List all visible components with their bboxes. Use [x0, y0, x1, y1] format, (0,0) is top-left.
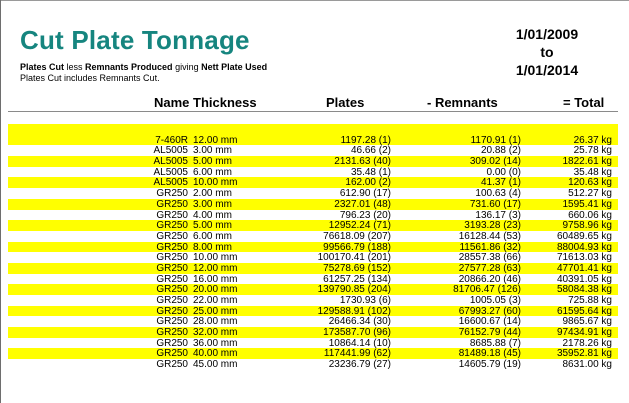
row-highlight: [8, 135, 618, 146]
cell-remnants: 20.88 (2): [480, 145, 521, 157]
report-title: Cut Plate Tonnage: [20, 25, 250, 55]
cell-thickness: 20.00 mm: [193, 284, 238, 296]
cell-total: 1595.41 kg: [562, 198, 612, 210]
cell-remnants: 1170.91 (1): [470, 134, 521, 146]
date-to-word: to: [540, 44, 554, 60]
column-header-remnants: - Remnants: [427, 95, 498, 110]
cell-thickness: 10.00 mm: [193, 177, 238, 189]
cell-total: 47701.41 kg: [556, 262, 612, 274]
row-highlight: [8, 124, 618, 135]
row-highlight: [8, 284, 618, 295]
cell-thickness: 8.00 mm: [193, 241, 232, 253]
cell-remnants: 41.37 (1): [480, 177, 521, 189]
cell-total: 9758.96 kg: [562, 220, 612, 232]
column-header-plates: Plates: [326, 95, 365, 110]
column-header-name-thickness: Name Thickness: [154, 95, 257, 110]
cell-total: 60489.65 kg: [556, 230, 612, 242]
cell-thickness: 3.00 mm: [193, 198, 232, 210]
cell-plates: 1730.93 (6): [339, 295, 391, 306]
cell-thickness: 12.00 mm: [193, 134, 238, 146]
cell-name: GR250: [156, 241, 188, 253]
table-row: [0, 188, 629, 199]
cell-thickness: 10.00 mm: [193, 252, 238, 264]
report-note: Plates Cut includes Remnants Cut.: [20, 73, 160, 83]
cell-plates: 100170.41 (201): [317, 252, 391, 264]
cell-thickness: 5.00 mm: [193, 156, 232, 168]
cell-name: GR250: [156, 220, 188, 232]
cell-remnants: 81489.18 (45): [458, 348, 521, 360]
column-header-total: = Total: [563, 95, 605, 110]
cell-thickness: 16.00 mm: [193, 273, 238, 285]
subtitle-plates-cut: Plates Cut: [20, 62, 65, 72]
cell-name: GR250: [156, 188, 188, 200]
table-row: [0, 284, 629, 295]
table-row: [0, 252, 629, 263]
cell-name: GR250: [156, 198, 188, 210]
cell-remnants: 67993.27 (60): [458, 305, 521, 317]
subtitle-remnants-produced: Remnants Produced: [85, 62, 173, 72]
cell-name: GR250: [156, 327, 188, 339]
cell-name: AL5005: [153, 145, 188, 157]
row-highlight: [8, 220, 618, 231]
cell-remnants: 3193.28 (23): [464, 220, 521, 232]
cell-name: GR250: [156, 262, 188, 274]
table-row: [0, 338, 629, 349]
cell-name: GR250: [156, 337, 188, 349]
row-highlight: [8, 348, 618, 359]
cell-thickness: 2.00 mm: [193, 188, 232, 200]
cell-thickness: 12.00 mm: [193, 262, 238, 274]
cell-plates: 2131.63 (40): [334, 156, 391, 168]
table-row: [0, 359, 629, 370]
cell-total: 88004.93 kg: [556, 241, 612, 253]
cell-remnants: 100.63 (4): [475, 188, 521, 200]
cell-remnants: 20866.20 (46): [458, 273, 521, 285]
row-highlight: [8, 263, 618, 274]
cell-plates: 612.90 (17): [339, 188, 391, 200]
table-row: [0, 210, 629, 221]
cell-plates: 10864.14 (10): [328, 337, 391, 349]
cell-remnants: 16600.67 (14): [458, 316, 521, 328]
cell-plates: 35.48 (1): [350, 166, 391, 178]
cell-total: 512.27 kg: [568, 188, 612, 200]
cell-name: GR250: [156, 316, 188, 328]
cell-total: 58084.38 kg: [556, 284, 612, 296]
table-row: [0, 145, 629, 156]
cell-thickness: 32.00 mm: [193, 327, 238, 339]
table-row: [0, 274, 629, 285]
cell-plates: 12952.24 (71): [328, 220, 391, 232]
cell-name: GR250: [156, 284, 188, 296]
cell-plates: 23236.79 (27): [328, 359, 391, 371]
table-row: [0, 220, 629, 231]
cell-remnants: 136.17 (3): [475, 209, 521, 221]
cell-plates: 796.23 (20): [339, 209, 391, 221]
table-row: [0, 199, 629, 210]
cell-plates: 99566.79 (188): [323, 241, 391, 253]
cell-total: 8631.00 kg: [562, 359, 612, 371]
cell-remnants: 14605.79 (19): [458, 359, 521, 371]
tonnage-table: [0, 124, 629, 370]
cell-remnants: 0.00 (0): [486, 166, 521, 178]
row-highlight: [8, 177, 618, 188]
report-subtitle: [20, 62, 267, 72]
cell-total: 71613.03 kg: [556, 252, 612, 264]
cell-name: 7-460R: [155, 134, 188, 146]
subtitle-nett-plate-used: Nett Plate Used: [201, 62, 268, 72]
cell-plates: 1197.28 (1): [340, 134, 391, 146]
cell-total: 725.88 kg: [568, 295, 612, 306]
cell-total: 1822.61 kg: [562, 156, 612, 168]
table-row: [0, 316, 629, 327]
cell-plates: 139790.85 (204): [317, 284, 391, 296]
cell-name: AL5005: [153, 166, 188, 178]
cell-total: 35.48 kg: [573, 166, 612, 178]
table-row: [0, 177, 629, 188]
cell-name: GR250: [156, 230, 188, 242]
cell-plates: 117441.99 (62): [323, 348, 391, 360]
table-row: [0, 306, 629, 317]
cell-plates: 61257.25 (134): [323, 273, 391, 285]
cell-thickness: 25.00 mm: [193, 305, 238, 317]
date-to: 1/01/2014: [515, 62, 579, 78]
row-highlight: [8, 156, 618, 167]
row-highlight: [8, 306, 618, 317]
subtitle-less: less: [64, 62, 86, 72]
cell-total: 9865.67 kg: [562, 316, 612, 328]
cell-thickness: 22.00 mm: [193, 295, 238, 306]
row-highlight: [8, 199, 618, 210]
subtitle-giving: giving: [172, 62, 202, 72]
table-row: [0, 231, 629, 242]
cell-total: 660.06 kg: [568, 209, 612, 221]
cell-total: 35952.81 kg: [556, 348, 612, 360]
cell-plates: 129588.91 (102): [317, 305, 391, 317]
cell-name: GR250: [156, 295, 188, 306]
cell-plates: 173587.70 (96): [323, 327, 391, 339]
cell-remnants: 309.02 (14): [469, 156, 521, 168]
page-top-border: [0, 0, 629, 1]
cell-plates: 162.00 (2): [345, 177, 391, 189]
cell-plates: 75278.69 (152): [323, 262, 391, 274]
cell-remnants: 8685.88 (7): [469, 337, 521, 349]
cell-name: GR250: [156, 359, 188, 371]
cell-remnants: 1005.05 (3): [469, 295, 521, 306]
cell-total: 26.37 kg: [573, 134, 612, 146]
cell-plates: 2327.01 (48): [334, 198, 391, 210]
cell-name: AL5005: [153, 177, 188, 189]
row-highlight: [8, 242, 618, 253]
cell-name: GR250: [156, 252, 188, 264]
cell-name: AL5005: [153, 156, 188, 168]
date-from: 1/01/2009: [515, 26, 579, 42]
cell-plates: 76618.09 (207): [323, 230, 391, 242]
cell-name: GR250: [156, 348, 188, 360]
cell-thickness: 6.00 mm: [193, 230, 232, 242]
cell-plates: 46.66 (2): [350, 145, 391, 157]
cell-thickness: 3.00 mm: [193, 145, 232, 157]
table-row: [0, 167, 629, 178]
table-row: [0, 263, 629, 274]
cell-remnants: 16128.44 (53): [458, 230, 521, 242]
cell-thickness: 4.00 mm: [193, 209, 232, 221]
cell-thickness: 45.00 mm: [193, 359, 238, 371]
table-row: [0, 135, 629, 146]
row-highlight: [8, 327, 618, 338]
cell-thickness: 5.00 mm: [193, 220, 232, 232]
cell-total: 25.78 kg: [573, 145, 612, 157]
cell-thickness: 28.00 mm: [193, 316, 238, 328]
cell-remnants: 27577.28 (63): [458, 262, 521, 274]
cell-remnants: 81706.47 (126): [453, 284, 521, 296]
cell-remnants: 76152.79 (44): [458, 327, 521, 339]
cell-thickness: 6.00 mm: [193, 166, 232, 178]
cell-name: GR250: [156, 209, 188, 221]
table-row: [0, 348, 629, 359]
table-row: [0, 327, 629, 338]
table-row: [0, 242, 629, 253]
table-row: [0, 295, 629, 306]
cell-total: 61595.64 kg: [556, 305, 612, 317]
cell-name: GR250: [156, 305, 188, 317]
date-range: [506, 25, 588, 79]
cell-thickness: 36.00 mm: [193, 337, 238, 349]
cell-thickness: 40.00 mm: [193, 348, 238, 360]
cell-total: 2178.26 kg: [562, 337, 612, 349]
header-divider: [8, 111, 618, 112]
table-row: [0, 156, 629, 167]
cell-total: 120.63 kg: [568, 177, 612, 189]
table-row: [0, 124, 629, 135]
cell-remnants: 11561.86 (32): [459, 241, 521, 253]
cell-remnants: 28557.38 (66): [458, 252, 521, 264]
cell-remnants: 731.60 (17): [469, 198, 521, 210]
cell-total: 40391.05 kg: [556, 273, 612, 285]
cell-total: 97434.91 kg: [556, 327, 612, 339]
cell-name: GR250: [156, 273, 188, 285]
cell-plates: 26466.34 (30): [328, 316, 391, 328]
